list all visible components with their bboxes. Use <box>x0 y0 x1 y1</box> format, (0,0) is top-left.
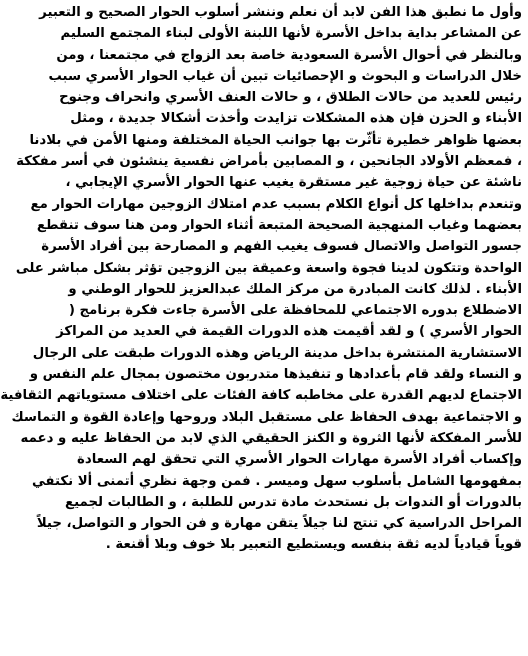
text-line: خلال الدراسات و البحوث و الإحصائيات تبين أن غياب الحوار الأسري سبب <box>48 68 522 84</box>
text-line: وتنعدم بداخلها كل أنواع الكلام بسبب عدم امتلاك الزوجين مهارات الحوار مع <box>30 196 522 212</box>
text-line: وبالنظر في أحوال الأسرة السعودية خاصة بعد الزواج في مجتمعنا ، ومن <box>56 47 522 63</box>
text-line: جسور التواصل والاتصال فسوف يغيب الفهم و المصارحة بين أفراد الأسرة <box>41 239 522 255</box>
text-line: رئيس للعديد من حالات الطلاق ، و حالات العنف الأسري وانحراف وجنوح <box>59 90 522 106</box>
text-line: الأبناء و الحزن فإن هذه المشكلات تزايدت وأخذت أشكالا جديدة ، ومثل <box>70 111 522 127</box>
text-line: المراحل الدراسية كي تنتج لنا جيلاً يتقن مهارة و فن الحوار و التواصل، جيلاً <box>36 516 522 532</box>
text-line: بالدورات أو الندوات بل نستحدث مادة تدرس للطلبة ، و الطالبات لجميع <box>65 494 522 510</box>
text-line: وأول ما نطبق هذا الفن لابد أن نعلم وننشر أسلوب الحوار الصحيح و التعبير <box>39 5 522 20</box>
text-line: بعضهما وغياب المنهجية الصحيحة المتبعة أثناء الحوار ومن هنا سوف تنقطع <box>36 217 522 233</box>
text-line: عن المشاعر بداية بداخل الأسرة لأنها اللبنة الأولى لبناء المجتمع السليم <box>60 26 522 42</box>
text-line: الأبناء . لذلك كانت المبادرة من مركز الملك عبدالعزيز للحوار الوطني و <box>68 281 522 297</box>
text-line: للأسر المفككة لأنها الثروة و الكنز الحقيقي الذي لابد من الحفاظ عليه و دعمه <box>20 430 522 446</box>
text-line: بمفهومها الشامل بأسلوب سهل وميسر . فمن وجهة نظري أتمنى ألا نكتفي <box>31 473 522 489</box>
text-line: بعضها ظواهر خطيرة تأثّرت بها جوانب الحياة المختلفة ومنها الأمن في بلادنا <box>29 132 522 148</box>
text-line: ، فمعظم الأولاد الجانحين ، و المصابين بأمراض نفسية ينشئون في أسر مفككة <box>16 154 522 170</box>
text-line: ناشئة عن حياة زوجية غير مستقرة يغيب عنها الحوار الأسري الإيجابي ، <box>65 175 522 191</box>
text-line: الواحدة وتتكون لدينا فجوة واسعة وعميقة بين الزوجين تؤثر بشكل مباشر على <box>15 260 522 276</box>
text-line: الحوار الأسري ) و لقد أقيمت هذه الدورات القيمة في العديد من المراكز <box>56 324 522 340</box>
text-line: الاستشارية المنتشرة بداخل مدينة الرياض وهذه الدورات طبقت على الرجال <box>32 345 522 361</box>
text-line: وإكساب أفراد الأسرة مهارات الحوار الأسري التي تحقق لهم السعادة <box>77 452 522 468</box>
text-line: الاضطلاع بدوره الاجتماعي للمحافظة على الأسرة جاءت فكرة برنامج ( <box>68 303 522 319</box>
text-line: و الاجتماعية بهدف الحفاظ على مستقبل البلاد وروحها وإعادة القوة و التماسك <box>11 409 522 425</box>
text-line: الاجتماع لديهم القدرة على مخاطبه كافة الفئات على اختلاف مستوياتهم الثقافية <box>0 388 522 404</box>
text-line: و النساء ولقد قام بأعدادها و تنفيذها متدربون مختصون بمجال علم النفس و <box>29 367 522 383</box>
article-paragraph <box>0 2 522 556</box>
text-line: قوياً قيادياً لديه ثقة بنفسه ويستطيع التعبير بلا خوف وبلا أقنعة . <box>105 537 522 553</box>
